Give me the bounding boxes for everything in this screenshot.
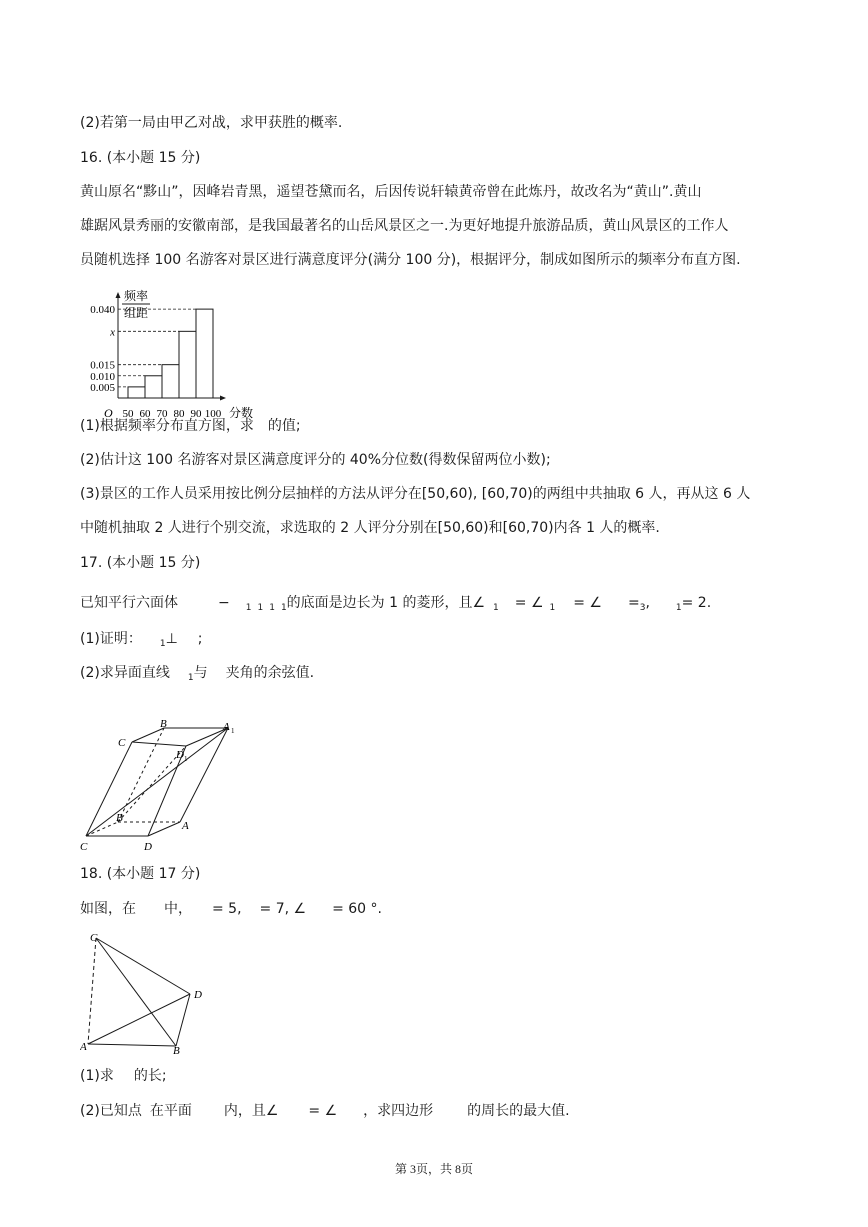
quadrilateral-figure (80, 928, 220, 1056)
q16-part3-line2: 中随机抽取 2 人进行个别交流，求选取的 2 人评分分别在[50,60)和[60,70)内各 1 人的概率. (80, 520, 660, 536)
y-tick-label: 0.040 (90, 304, 115, 317)
svg-text:C: C (90, 932, 98, 944)
q18-part1: (1)求 的长; (80, 1068, 167, 1084)
svg-text:C: C (118, 737, 126, 749)
y-tick-label: 0.010 (90, 370, 115, 383)
x-tick-label: 60 (139, 408, 151, 420)
q16-part1: (1)根据频率分布直方图，求 的值; (80, 418, 301, 434)
y-axis-arrow (116, 292, 121, 298)
q17-part2: (2)求异面直线 $_1$与 夹角的余弦值. (80, 665, 315, 683)
svg-text:D: D (144, 841, 152, 853)
x-tick-label: 90 (190, 408, 202, 420)
svg-text:B: B (116, 812, 123, 824)
q18-header: 18. (本小题 17 分) (80, 866, 201, 882)
svg-text:D: D (194, 989, 202, 1001)
q17-part1: (1)证明： $_1$⊥ ; (80, 631, 203, 649)
parallelepiped-figure (74, 716, 244, 856)
histogram-bar (145, 376, 162, 398)
histogram-bar (128, 387, 145, 398)
y-tick-label: x (110, 326, 115, 339)
svg-text:A: A (182, 820, 189, 832)
svg-text:D: D (176, 749, 184, 761)
q16-part3-line1: (3)景区的工作人员采用按比例分层抽样的方法从评分在[50,60), [60,70)的两组中共抽取 6 人，再从这 6 人 (80, 486, 751, 502)
x-tick-label: 50 (122, 408, 134, 420)
x-axis-label: 分数 (229, 406, 254, 420)
origin-label: O (104, 406, 113, 420)
y-tick-label: 0.015 (90, 359, 115, 372)
x-axis-arrow (220, 396, 226, 401)
y-tick-label: 0.005 (90, 381, 115, 394)
svg-text:B: B (173, 1045, 180, 1056)
frequency-histogram (76, 286, 276, 421)
x-tick-label: 70 (156, 408, 168, 420)
histogram-bar (179, 331, 196, 398)
x-tick-label: 100 (204, 408, 222, 420)
q15-part2: (2)若第一局由甲乙对战，求甲获胜的概率. (80, 115, 343, 131)
x-tick-label: 80 (173, 408, 185, 420)
svg-text:C: C (80, 841, 88, 853)
svg-text:A: A (223, 721, 230, 733)
svg-text:1: 1 (231, 727, 235, 735)
svg-text:B: B (160, 718, 167, 730)
svg-text:1: 1 (184, 755, 188, 763)
q17-stem: 已知平行六面体 − $_1$ $_1$ $_1$ $_1$的底面是边长为 1 的菱形，且∠ $_1$ = ∠ $_1$ = ∠ $=_3$, $_1$= 2. (80, 595, 712, 613)
q16-header: 16. (本小题 15 分) (80, 150, 201, 166)
y-label-denominator: 组距 (124, 306, 149, 320)
q17-header: 17. (本小题 15 分) (80, 555, 201, 571)
svg-text:A: A (80, 1041, 87, 1053)
q18-part2: (2)已知点 在平面 内，且∠ = ∠ ，求四边形 的周长的最大值. (80, 1103, 570, 1119)
q16-stem-line2: 雄踞风景秀丽的安徽南部，是我国最著名的山岳风景区之一.为更好地提升旅游品质，黄山风景区的工作人 (80, 218, 729, 234)
page-footer: 第 3页，共 8页 (394, 1162, 473, 1176)
q16-stem-line3: 员随机选择 100 名游客对景区进行满意度评分(满分 100 分)，根据评分，制成如图所示的频率分布直方图. (80, 252, 741, 268)
histogram-bar (162, 365, 179, 398)
q16-part2: (2)估计这 100 名游客对景区满意度评分的 40%分位数(得数保留两位小数); (80, 452, 551, 468)
q18-stem: 如图，在 中， = 5, = 7, ∠ = 60 °. (80, 901, 382, 917)
y-label-numerator: 频率 (124, 289, 149, 303)
histogram-bar (196, 309, 213, 398)
q16-stem-line1: 黄山原名“黟山”，因峰岩青黑，遥望苍黛而名，后因传说轩辕黄帝曾在此炼丹，故改名为“黄山”.黄山 (80, 184, 702, 200)
